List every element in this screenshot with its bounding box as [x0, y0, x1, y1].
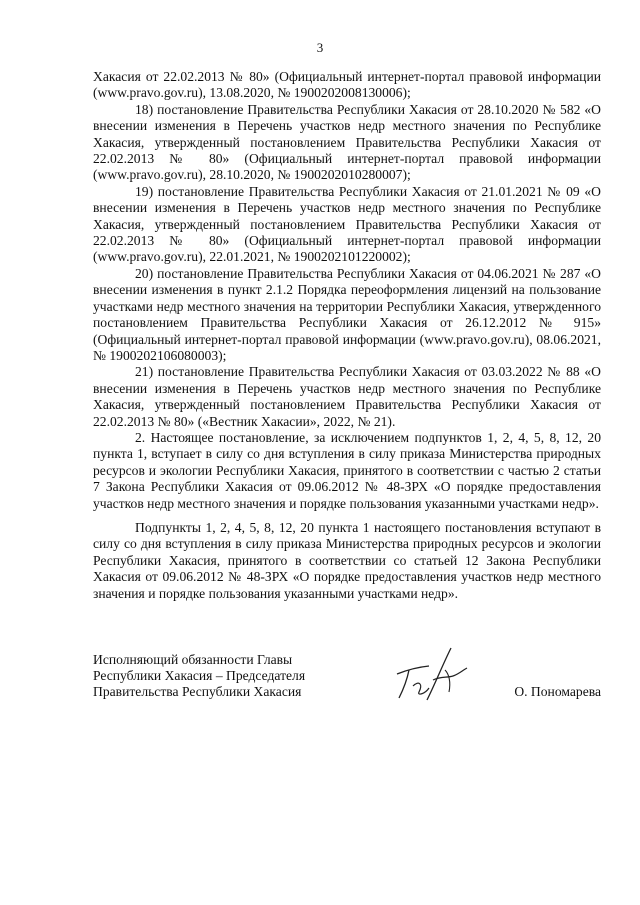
paragraph: Хакасия от 22.02.2013 № 80» (Официальный интернет-портал правовой информации (www.pravo.gov.ru), 13.08.2020, № 1900202008130006); — [93, 69, 601, 101]
paragraph: 20) постановление Правительства Республики Хакасия от 04.06.2021 № 287 «О внесении изменения в пункт 2.1.2 Порядка переоформления лицензий на пользование участками недр местного значения на территории Республики Хакасия, утвержденного постановлением Правительства Республики Хакасия от 26.12.2012 № 915» (Официальный интернет-портал правовой информации (www.pravo.gov.ru), 08.06.2021, № 1900202106080003); — [93, 265, 601, 363]
signer-position-line: Республики Хакасия – Председателя — [93, 668, 306, 683]
paragraph: 21) постановление Правительства Республики Хакасия от 03.03.2022 № 88 «О внесении изменения в Перечень участков недр местного значения по Республике Хакасия, утвержденный постановлением Правительства Республики Хакасия от 22.02.2013 № 80» («Вестник Хакасии», 2022, № 21). — [93, 364, 601, 429]
paragraph: 18) постановление Правительства Республики Хакасия от 28.10.2020 № 582 «О внесении изменения в Перечень участков недр местного значения по Республике Хакасия, утвержденный постановлением Правительства Республики Хакасия от 22.02.2013 № 80» (Официальный интернет-портал правовой информации (www.pravo.gov.ru), 28.10.2020, № 1900202010280007); — [93, 101, 601, 183]
page-number: 3 — [316, 40, 324, 55]
handwritten-signature — [389, 640, 479, 704]
signer-name: О. Пономарева — [514, 684, 601, 699]
paragraph: Подпункты 1, 2, 4, 5, 8, 12, 20 пункта 1 настоящего постановления вступают в силу со дня вступления в силу приказа Министерства природных ресурсов и экологии Республики Хакасия, принятого в соответствии со статьей 12 Закона Республики Хакасия от 09.06.2012 № 48-ЗРХ «О порядке предоставления участков недр местного значения и порядке пользования указанными участками недр». — [93, 519, 601, 601]
signature-block — [93, 652, 601, 712]
document-body — [93, 69, 601, 602]
paragraph-gap — [93, 512, 601, 520]
paragraph: 2. Настоящее постановление, за исключением подпунктов 1, 2, 4, 5, 8, 12, 20 пункта 1, вступает в силу со дня вступления в силу приказа Министерства природных ресурсов и экологии Республики Хакасия, принятого в соответствии с частью 2 статьи 7 Закона Республики Хакасия от 09.06.2012 № 48-ЗРХ «О порядке предоставления участков недр местного значения и порядке пользования указанными участками недр». — [93, 429, 601, 511]
paragraph: 19) постановление Правительства Республики Хакасия от 21.01.2021 № 09 «О внесении изменения в Перечень участков недр местного значения по Республике Хакасия, утвержденный постановлением Правительства Республики Хакасия от 22.02.2013 № 80» (Официальный интернет-портал правовой информации (www.pravo.gov.ru), 22.01.2021, № 1900202101220002); — [93, 183, 601, 265]
signer-position-line: Исполняющий обязанности Главы — [93, 652, 293, 667]
signer-position-line: Правительства Республики Хакасия — [93, 684, 302, 699]
